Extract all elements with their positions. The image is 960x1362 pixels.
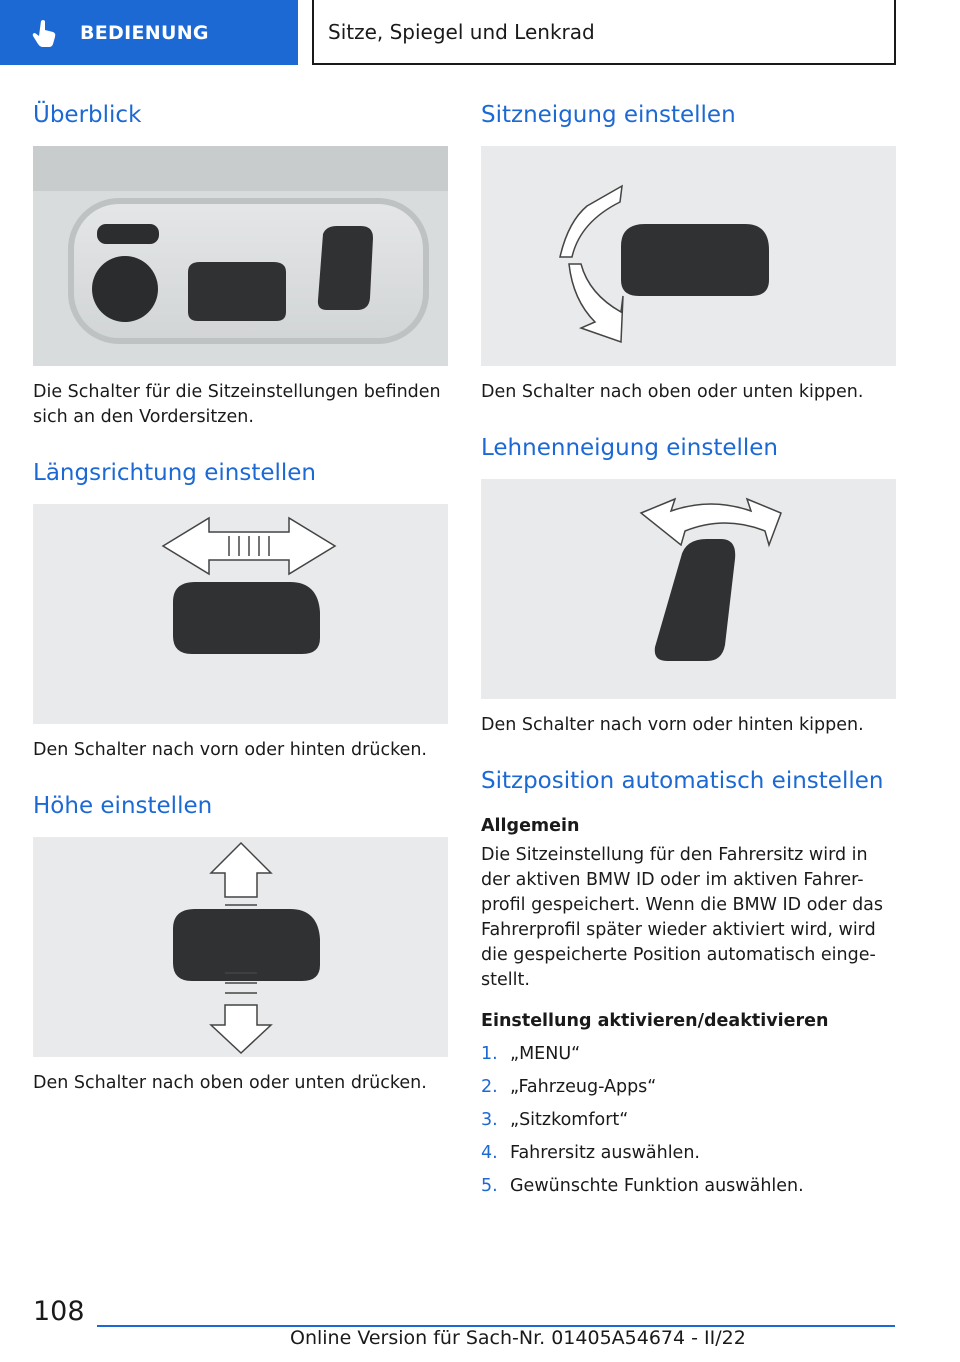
text-hoehe: Den Schalter nach oben oder unten drücken.: [33, 1073, 427, 1093]
list-item: 2. „Fahrzeug-Apps“: [481, 1077, 657, 1097]
footer-online-version: Online Version für Sach-Nr. 01405A54674 - II/22: [290, 1327, 746, 1349]
text-ueberblick: Die Schalter für die Sitzeinstellungen befinden sich an den Vordersitzen.: [33, 382, 441, 427]
hand-pointer-icon: [32, 19, 58, 47]
heading-sitzneigung: Sitzneigung einstellen: [481, 102, 736, 128]
section-label: BEDIENUNG: [80, 21, 209, 44]
chapter-title: Sitze, Spiegel und Lenkrad: [328, 19, 595, 44]
page-number: 108: [33, 1296, 85, 1327]
figure-seat-tilt: [481, 146, 896, 366]
left-column: [33, 98, 448, 1096]
steps-list: [481, 1042, 896, 1199]
list-item: 3. „Sitzkomfort“: [481, 1110, 629, 1130]
subheading-allgemein: Allgemein: [481, 816, 580, 836]
figure-height-adjust: [33, 837, 448, 1057]
right-column: [481, 98, 896, 1207]
section-tab[interactable]: [0, 0, 298, 65]
heading-laengsrichtung: Längsrichtung einstellen: [33, 460, 316, 486]
text-lehnenneigung: Den Schalter nach vorn oder hinten kippen.: [481, 715, 864, 735]
list-item: 1. „MENU“: [481, 1044, 581, 1064]
list-item: 5. Gewünschte Funktion auswählen.: [481, 1176, 804, 1196]
chapter-header: [312, 0, 896, 65]
text-allgemein: Die Sitzeinstellung für den Fahrersitz wird in der aktiven BMW ID oder im aktiven Fahrer-profil gespeichert. Wenn die BMW ID oder das Fahrerprofil später wieder aktiviert wird, wird die gespeicherte Position automatisch einge-stellt.: [481, 845, 884, 990]
heading-ueberblick: Überblick: [33, 102, 142, 128]
heading-sitzposition-automatisch: Sitzposition automatisch einstellen: [481, 768, 884, 794]
heading-lehnenneigung: Lehnenneigung einstellen: [481, 435, 779, 461]
subheading-aktivieren: Einstellung aktivieren/deaktivieren: [481, 1011, 829, 1031]
figure-backrest-tilt: [481, 479, 896, 699]
list-item: 4. Fahrersitz auswählen.: [481, 1143, 700, 1163]
figure-fore-aft-adjust: [33, 504, 448, 724]
heading-hoehe: Höhe einstellen: [33, 793, 213, 819]
text-sitzneigung: Den Schalter nach oben oder unten kippen.: [481, 382, 864, 402]
text-laengsrichtung: Den Schalter nach vorn oder hinten drücken.: [33, 740, 427, 760]
figure-seat-switch-panel: [33, 146, 448, 366]
